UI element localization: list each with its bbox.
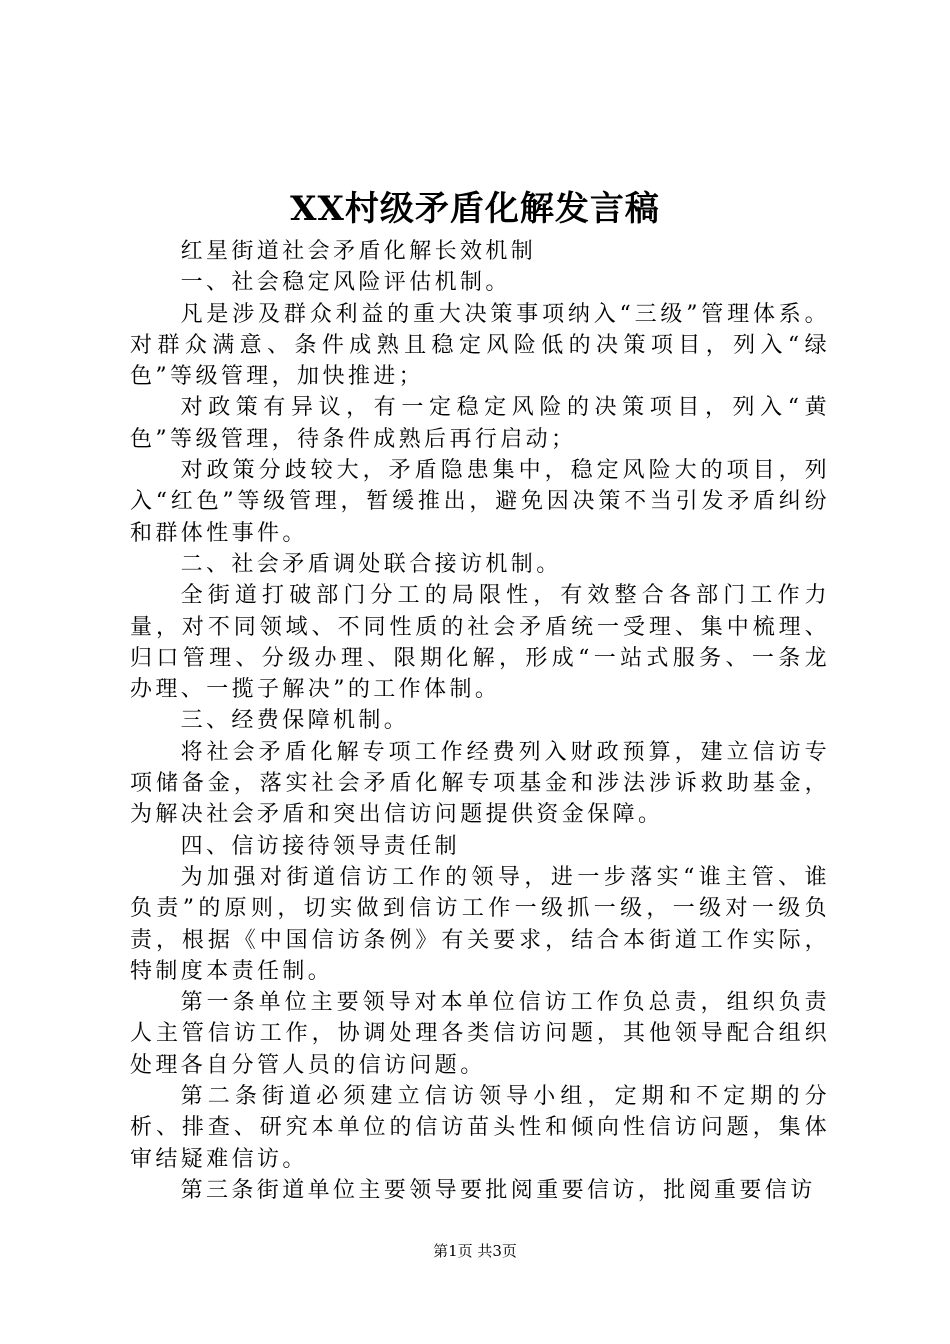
paragraph: 红星街道社会矛盾化解长效机制 xyxy=(180,239,537,264)
paragraph: 第三条街道单位主要领导要批阅重要信访，批阅重要信访 xyxy=(180,1177,816,1203)
paragraph: 对政策分歧较大，矛盾隐患集中，稳定风险大的项目，列入“红色”等级管理，暂缓推出，避免因决策不当引发矛盾纠纷和群体性事件。 xyxy=(130,458,830,546)
paragraph: 对政策有异议，有一定稳定风险的决策项目，列入“黄色”等级管理，待条件成熟后再行启动； xyxy=(130,395,830,452)
paragraph: 全街道打破部门分工的局限性，有效整合各部门工作力量，对不同领域、不同性质的社会矛盾统一受理、集中梳理、归口管理、分级办理、限期化解，形成“一站式服务、一条龙办理、一揽子解决”的工作体制。 xyxy=(130,583,830,703)
paragraph: 一、社会稳定风险评估机制。 xyxy=(180,270,511,296)
paragraph: 凡是涉及群众利益的重大决策事项纳入“三级”管理体系。对群众满意、条件成熟且稳定风险低的决策项目，列入“绿色”等级管理，加快推进； xyxy=(130,301,830,390)
document-body xyxy=(130,236,830,1206)
paragraph: 将社会矛盾化解专项工作经费列入财政预算，建立信访专项储备金，落实社会矛盾化解专项基金和涉法涉诉救助基金，为解决社会矛盾和突出信访问题提供资金保障。 xyxy=(130,739,830,828)
paragraph: 二、社会矛盾调处联合接访机制。 xyxy=(180,551,562,577)
paragraph: 第一条单位主要领导对本单位信访工作负总责，组织负责人主管信访工作，协调处理各类信访问题，其他领导配合组织处理各自分管人员的信访问题。 xyxy=(130,990,830,1078)
paragraph: 四、信访接待领导责任制 xyxy=(180,833,460,859)
paragraph: 第二条街道必须建立信访领导小组，定期和不定期的分析、排查、研究本单位的信访苗头性和倾向性信访问题，集体审结疑难信访。 xyxy=(130,1084,830,1172)
page-number-footer: 第1页 共3页 xyxy=(433,1242,517,1260)
paragraph: 三、经费保障机制。 xyxy=(180,708,410,734)
paragraph: 为加强对街道信访工作的领导，进一步落实“谁主管、谁负责”的原则，切实做到信访工作一级抓一级，一级对一级负责，根据《中国信访条例》有关要求，结合本街道工作实际，特制度本责任制。 xyxy=(130,864,830,984)
document-title: XX村级矛盾化解发言稿 xyxy=(290,189,660,229)
